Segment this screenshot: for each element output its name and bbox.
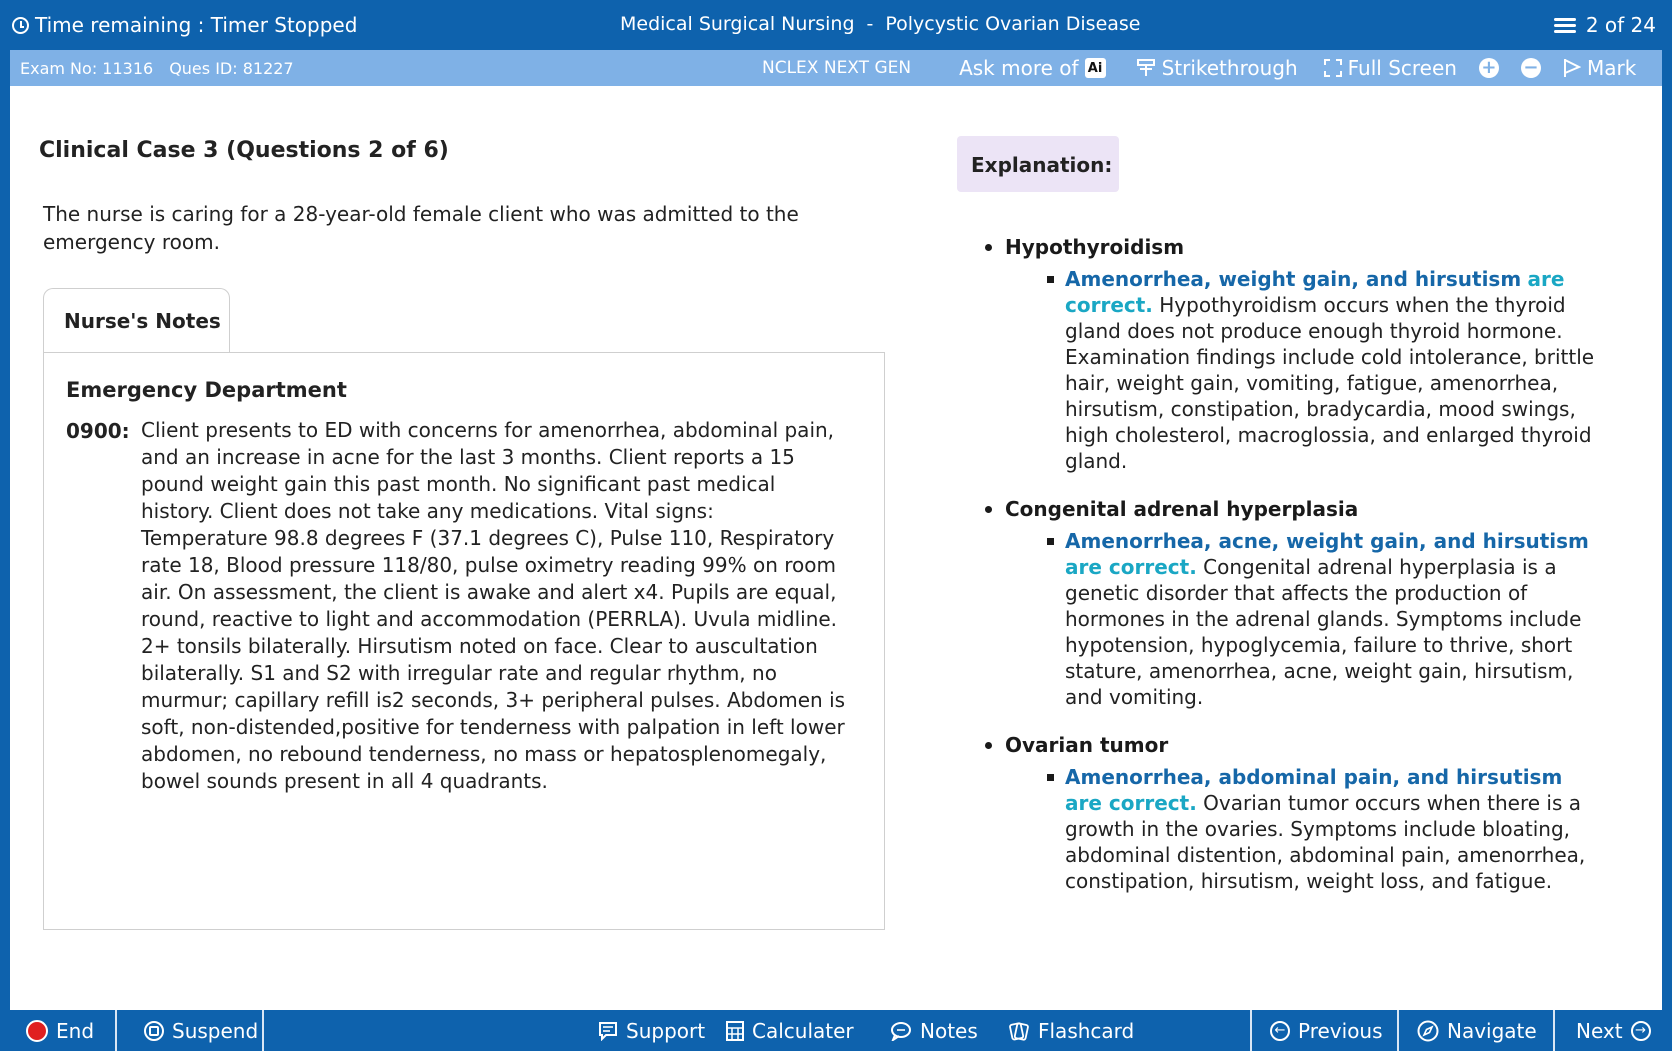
previous-label: Previous [1298, 1018, 1383, 1043]
full-screen-button[interactable] [1324, 56, 1457, 80]
divider [115, 1010, 117, 1051]
suspend-label: Suspend [172, 1018, 259, 1043]
explanation-body [1065, 764, 1603, 894]
correct-text: are correct. [1065, 555, 1197, 579]
pause-icon [144, 1021, 164, 1041]
stack-icon [1554, 17, 1576, 33]
mark-label: Mark [1586, 56, 1637, 80]
department-heading: Emergency Department [66, 378, 347, 402]
question-stem: The nurse is caring for a 28-year-old female client who was admitted to the emergency room. [43, 202, 799, 254]
compass-icon [1417, 1020, 1439, 1042]
flashcard-button[interactable] [992, 1010, 1150, 1051]
explanation-item [985, 496, 1625, 710]
explanation-label: Explanation: [957, 136, 1119, 192]
top-header [0, 0, 1672, 50]
strikethrough-label: Strikethrough [1161, 56, 1298, 80]
course-name: Medical Surgical Nursing [620, 13, 855, 35]
next-label: Next [1576, 1018, 1623, 1043]
breadcrumb-separator: - [866, 13, 874, 35]
explanation-text: Hypothyroidism occurs when the thyroid gland does not produce enough thyroid hormone. Examination findings include cold intolerance, brittle hair, weight gain, vomiting, fatigue, amenorrhea, hirsutism, constipation, bradycardia, mood swings, high cholesterol, macroglossia, and enlarged thyroid gland. [1065, 293, 1595, 473]
tab-nurses-notes[interactable] [43, 288, 230, 352]
flag-icon [1563, 58, 1581, 78]
clock-icon [12, 17, 29, 34]
ask-ai-label: Ask more of [959, 56, 1079, 80]
correct-text: are correct. [1065, 791, 1197, 815]
explanation-heading: Hypothyroidism [985, 234, 1625, 260]
navigate-label: Navigate [1447, 1018, 1537, 1043]
support-label: Support [626, 1018, 706, 1043]
divider [1397, 1010, 1399, 1051]
timer [12, 13, 357, 37]
explanation-heading: Ovarian tumor [985, 732, 1625, 758]
divider [1250, 1010, 1252, 1051]
strikethrough-button[interactable] [1136, 56, 1298, 80]
tab-label: Nurse's Notes [64, 309, 221, 333]
next-button[interactable] [1560, 1010, 1667, 1051]
calculator-icon [726, 1021, 744, 1041]
course-breadcrumb [620, 13, 1141, 35]
topic-name: Polycystic Ovarian Disease [885, 13, 1141, 35]
sub-toolbar [10, 50, 1662, 86]
exam-meta [20, 59, 294, 78]
explanation-body [1065, 266, 1603, 474]
note-time: 0900: [66, 419, 130, 443]
highlight-text: Amenorrhea, abdominal pain, and hirsutism [1065, 765, 1563, 789]
tool-group [762, 55, 1636, 81]
nurses-notes-panel [43, 352, 885, 930]
chat-icon [598, 1021, 618, 1041]
note-text: Client presents to ED with concerns for amenorrhea, abdominal pain, and an increase in acne for the last 3 months. Client reports a 15 pound weight gain this past month. No significant past medical history. Client does not take any medications. Vital signs: Temperature 98.8 degrees F (37.1 degrees C), Pulse 110, Respiratory rate 18, Blood pressure 118/80, pulse oximetry reading 99% on room air. On assessment, the client is awake and alert x4. Pupils are equal, round, reactive to light and accommodation (PERRLA). Uvula midline. 2+ tonsils bilaterally. Hirsutism noted on face. Clear to auscultation bilaterally. S1 and S2 with irregular rate and regular rhythm, no murmur; capillary refill is2 seconds, 3+ peripheral pulses. Abdomen is soft, non-distended,positive for tenderness with palpation in left lower abdomen, no rebound tenderness, no mass or hepatosplenomegaly, bowel sounds present in all 4 quadrants. [141, 418, 846, 793]
exam-type: NCLEX NEXT GEN [762, 58, 912, 78]
cards-icon [1008, 1021, 1030, 1041]
explanation-heading: Congenital adrenal hyperplasia [985, 496, 1625, 522]
timer-label: Time remaining : Timer Stopped [35, 13, 358, 37]
explanation-list [985, 234, 1625, 916]
bottom-toolbar [0, 1010, 1672, 1051]
speech-bubble-icon [890, 1021, 912, 1041]
main-content [10, 86, 1662, 1010]
question-counter [1554, 13, 1656, 37]
strikethrough-icon [1136, 58, 1156, 78]
correct-text: are correct. [1065, 267, 1565, 317]
zoom-out-icon[interactable]: − [1521, 58, 1541, 78]
flashcard-label: Flashcard [1038, 1018, 1135, 1043]
previous-button[interactable] [1254, 1010, 1399, 1051]
zoom-in-icon[interactable]: + [1479, 58, 1499, 78]
end-label: End [56, 1018, 95, 1043]
full-screen-label: Full Screen [1347, 56, 1457, 80]
divider [262, 1010, 264, 1051]
divider [1553, 1010, 1555, 1051]
case-title: Clinical Case 3 (Questions 2 of 6) [39, 138, 449, 163]
explanation-item [985, 732, 1625, 894]
mark-button[interactable] [1563, 56, 1636, 80]
support-button[interactable] [582, 1010, 721, 1051]
stop-icon [26, 1020, 48, 1042]
arrow-left-circle-icon: ← [1270, 1021, 1290, 1041]
explanation-text: Congenital adrenal hyperplasia is a genetic disorder that affects the production of hormones in the adrenal glands. Symptoms include hypotension, hypoglycemia, failure to thrive, short stature, amenorrhea, acne, weight gain, hirsutism, and vomiting. [1065, 555, 1582, 709]
highlight-text: Amenorrhea, acne, weight gain, and hirsutism [1065, 529, 1589, 553]
arrow-right-circle-icon: → [1631, 1021, 1651, 1041]
expand-icon [1324, 59, 1342, 77]
notes-button[interactable] [874, 1010, 994, 1051]
ai-icon: Ai [1085, 58, 1106, 78]
suspend-button[interactable] [128, 1010, 274, 1051]
calculator-label: Calculater [752, 1018, 854, 1043]
exam-number: Exam No: 11316 [20, 59, 154, 78]
explanation-text: Ovarian tumor occurs when there is a growth in the ovaries. Symptoms include bloating, abdominal distention, abdominal pain, amenorrhea, constipation, hirsutism, weight loss, and fatigue. [1065, 791, 1586, 893]
notes-label: Notes [920, 1018, 978, 1043]
explanation-item [985, 234, 1625, 474]
calculator-button[interactable] [710, 1010, 870, 1051]
counter-text: 2 of 24 [1585, 13, 1656, 37]
end-button[interactable] [10, 1010, 110, 1051]
navigate-button[interactable] [1401, 1010, 1553, 1051]
highlight-text: Amenorrhea, weight gain, and hirsutism [1065, 267, 1522, 291]
question-id: Ques ID: 81227 [169, 59, 294, 78]
ask-ai-button[interactable] [959, 56, 1105, 80]
explanation-body [1065, 528, 1603, 710]
